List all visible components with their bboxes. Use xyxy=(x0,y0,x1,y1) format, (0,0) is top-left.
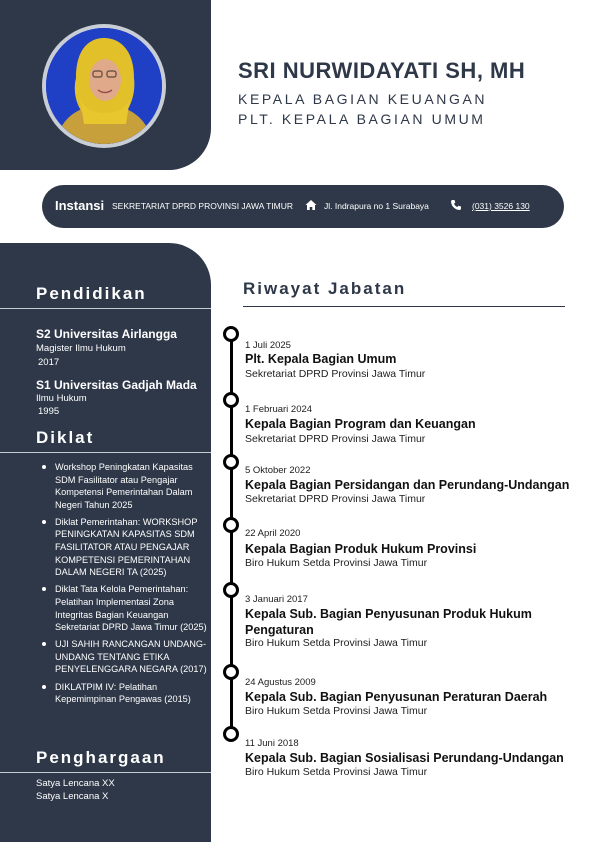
sidebar xyxy=(0,243,211,842)
history-position: Kepala Sub. Bagian Penyusunan Produk Hukum Pengaturan xyxy=(245,607,532,637)
history-date: 24 Agustus 2009 xyxy=(245,677,316,688)
timeline-dot xyxy=(223,326,239,342)
history-position: Plt. Kepala Bagian Umum xyxy=(245,352,397,366)
history-date: 22 April 2020 xyxy=(245,528,301,539)
timeline-dot xyxy=(223,392,239,408)
history-organization: Sekretariat DPRD Provinsi Jawa Timur xyxy=(245,433,426,445)
history-date: 11 Juni 2018 xyxy=(245,738,299,749)
education-program: Magister Ilmu Hukum xyxy=(36,343,126,354)
diklat-item: Diklat Pemerintahan: WORKSHOP PENINGKATAN KAPASITAS SDM FASILITATOR ATAU PENGAJAR KOMPETENSI PEMERINTAHAN DALAM NEGERI TA (2025) xyxy=(40,516,212,579)
timeline-dot xyxy=(223,664,239,680)
award-item: Satya Lencana X xyxy=(36,791,109,802)
profile-photo xyxy=(46,28,162,144)
profile-title-primary: KEPALA BAGIAN KEUANGAN xyxy=(238,91,488,107)
history-position: Kepala Sub. Bagian Sosialisasi Perundang-Undangan xyxy=(245,751,564,765)
history-date: 1 Juli 2025 xyxy=(245,340,291,351)
contact-phone-link[interactable]: (031) 3526 130 xyxy=(472,201,530,211)
timeline-dot xyxy=(223,726,239,742)
history-date: 1 Februari 2024 xyxy=(245,404,313,415)
diklat-divider xyxy=(0,452,211,453)
profile-name: SRI NURWIDAYATI SH, MH xyxy=(238,58,526,83)
timeline-dot xyxy=(223,582,239,598)
award-item: Satya Lencana XX xyxy=(36,778,115,789)
education-heading: Pendidikan xyxy=(36,284,147,303)
education-school: S2 Universitas Airlangga xyxy=(36,327,177,341)
awards-divider xyxy=(0,772,211,773)
contact-bar xyxy=(42,185,564,228)
history-date: 5 Oktober 2022 xyxy=(245,465,311,476)
history-divider xyxy=(243,306,565,307)
history-heading: Riwayat Jabatan xyxy=(243,279,407,298)
diklat-item: DIKLATPIM IV: Pelatihan Kepemimpinan Pengawas (2015) xyxy=(40,681,212,706)
history-position: Kepala Bagian Persidangan dan Perundang-Undangan xyxy=(245,478,570,492)
history-organization: Biro Hukum Setda Provinsi Jawa Timur xyxy=(245,557,428,569)
awards-heading: Penghargaan xyxy=(36,748,166,767)
history-position: Kepala Sub. Bagian Penyusunan Peraturan Daerah xyxy=(245,690,548,704)
profile-title-secondary: PLT. KEPALA BAGIAN UMUM xyxy=(238,111,486,127)
home-icon xyxy=(305,199,317,211)
education-year: 1995 xyxy=(38,406,60,417)
contact-organization: SEKRETARIAT DPRD PROVINSI JAWA TIMUR xyxy=(112,201,294,211)
diklat-heading: Diklat xyxy=(36,428,95,447)
diklat-item: UJI SAHIH RANCANGAN UNDANG-UNDANG TENTANG ETIKA PENYELENGGARA NEGARA (2017) xyxy=(40,638,212,676)
history-organization: Sekretariat DPRD Provinsi Jawa Timur xyxy=(245,368,426,380)
history-position: Kepala Bagian Program dan Keuangan xyxy=(245,417,476,431)
education-divider xyxy=(0,308,211,309)
history-organization: Biro Hukum Setda Provinsi Jawa Timur xyxy=(245,637,428,649)
history-date: 3 Januari 2017 xyxy=(245,594,308,605)
education-year: 2017 xyxy=(38,357,60,368)
education-school: S1 Universitas Gadjah Mada xyxy=(36,378,197,392)
phone-icon xyxy=(450,199,462,211)
contact-address: Jl. Indrapura no 1 Surabaya xyxy=(324,201,429,211)
history-organization: Biro Hukum Setda Provinsi Jawa Timur xyxy=(245,705,428,717)
diklat-item: Diklat Tata Kelola Pemerintahan: Pelatihan Implementasi Zona Integritas Bagian Keuangan Sekretariat DPRD Jawa Timur (2025) xyxy=(40,583,212,633)
diklat-item: Workshop Peningkatan Kapasitas SDM Fasilitator atau Pengajar Kompetensi Pemerintahan Dalam Negeri Tahun 2025 xyxy=(40,461,212,511)
contact-label: Instansi xyxy=(55,198,105,213)
education-program: Ilmu Hukum xyxy=(36,393,87,404)
timeline-dot xyxy=(223,454,239,470)
diklat-list xyxy=(40,461,212,710)
history-organization: Sekretariat DPRD Provinsi Jawa Timur xyxy=(245,493,426,505)
header-panel xyxy=(0,0,211,170)
history-position: Kepala Bagian Produk Hukum Provinsi xyxy=(245,542,477,556)
history-organization: Biro Hukum Setda Provinsi Jawa Timur xyxy=(245,766,428,778)
timeline-dot xyxy=(223,517,239,533)
profile-photo-frame xyxy=(42,24,166,148)
